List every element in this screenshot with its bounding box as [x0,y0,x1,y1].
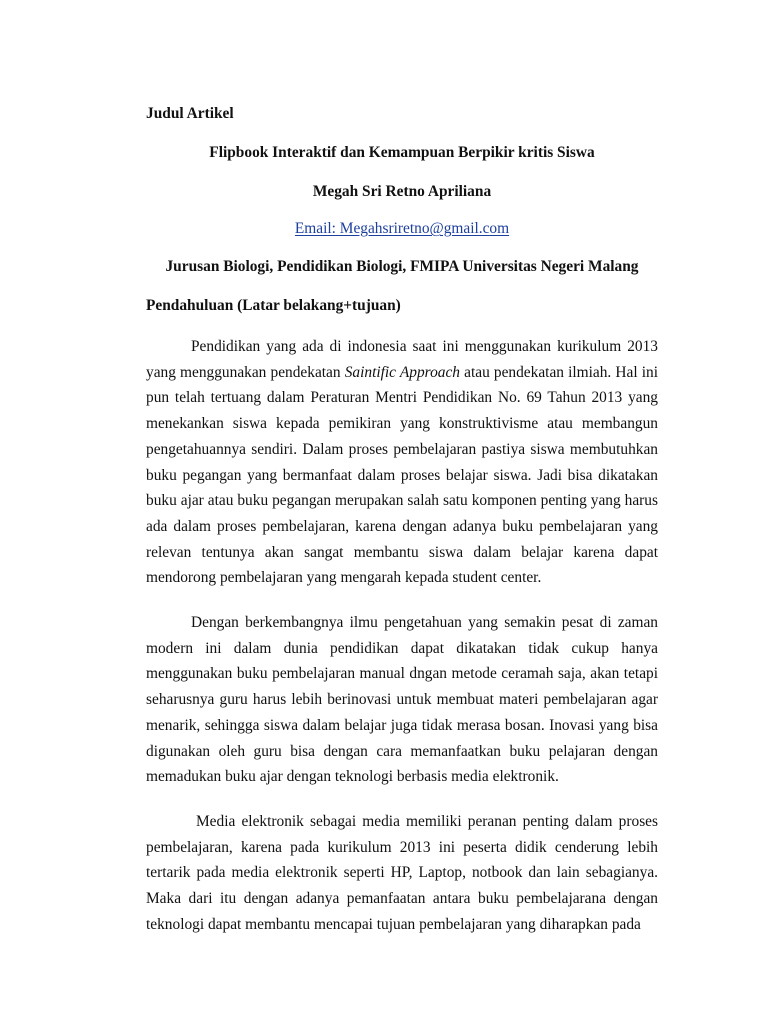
section-heading: Pendahuluan (Latar belakang+tujuan) [146,297,401,314]
paragraph-1-part-2: atau pendekatan ilmiah. Hal ini pun telah tertuang dalam Peraturan Mentri Pendidikan No. 69 Tahun 2013 yang menekankan siswa kepada pemikiran yang konstruktivisme atau membangun pengetahuannya sendiri. Dalam proses pembelajaran pastiya siswa membutuhkan buku pegangan yang bermanfaat dalam proses belajar siswa. Jadi bisa dikatakan buku ajar atau buku pegangan merupakan salah satu komponen penting yang harus ada dalam proses pembelajaran, karena dengan adanya buku pembelajaran yang relevan tentunya akan sangat membantu siswa dalam belajar karena dapat mendorong pembelajaran yang mengarah kepada student center. [146,363,658,587]
paragraph-1-italic-term: Saintific Approach [344,363,460,381]
paragraph-2: Dengan berkembangnya ilmu pengetahuan yang semakin pesat di zaman modern ini dalam dunia pendidikan dapat dikatakan tidak cukup hanya menggunakan buku pembelajaran manual dngan metode ceramah saja, akan tetapi seharusnya guru harus lebih berinovasi untuk membuat materi pembelajaran agar menarik, sehingga siswa dalam belajar juga tidak merasa bosan. Inovasi yang bisa digunakan oleh guru bisa dengan cara memanfaatkan buku pelajaran dengan memadukan buku ajar dengan teknologi berbasis media elektronik. [146,614,658,786]
paragraph-1-part-1: Pendidikan yang ada di indonesia saat ini menggunakan kurikulum 2013 yang menggunakan pendekatan [146,338,658,381]
article-label: Judul Artikel [146,105,234,122]
paragraph-3: Media elektronik sebagai media memiliki peranan penting dalam proses pembelajaran, karena pada kurikulum 2013 ini peserta didik cenderung lebih tertarik pada media elektronik seperti HP, Laptop, notbook dan lain sebagianya. Maka dari itu dengan adanya pemanfaatan antara buku pembelajarana dengan teknologi dapat membantu mencapai tujuan pembelajaran yang diharapkan pada [146,812,658,933]
email-link[interactable]: Email: Megahsriretno@gmail.com [294,220,510,237]
paragraph-1 [146,334,658,591]
article-title: Flipbook Interaktif dan Kemampuan Berpikir kritis Siswa [209,144,595,161]
email-line [146,219,658,239]
affiliation: Jurusan Biologi, Pendidikan Biologi, FMIPA Universitas Negeri Malang [165,258,639,275]
author-name: Megah Sri Retno Apriliana [312,183,492,200]
